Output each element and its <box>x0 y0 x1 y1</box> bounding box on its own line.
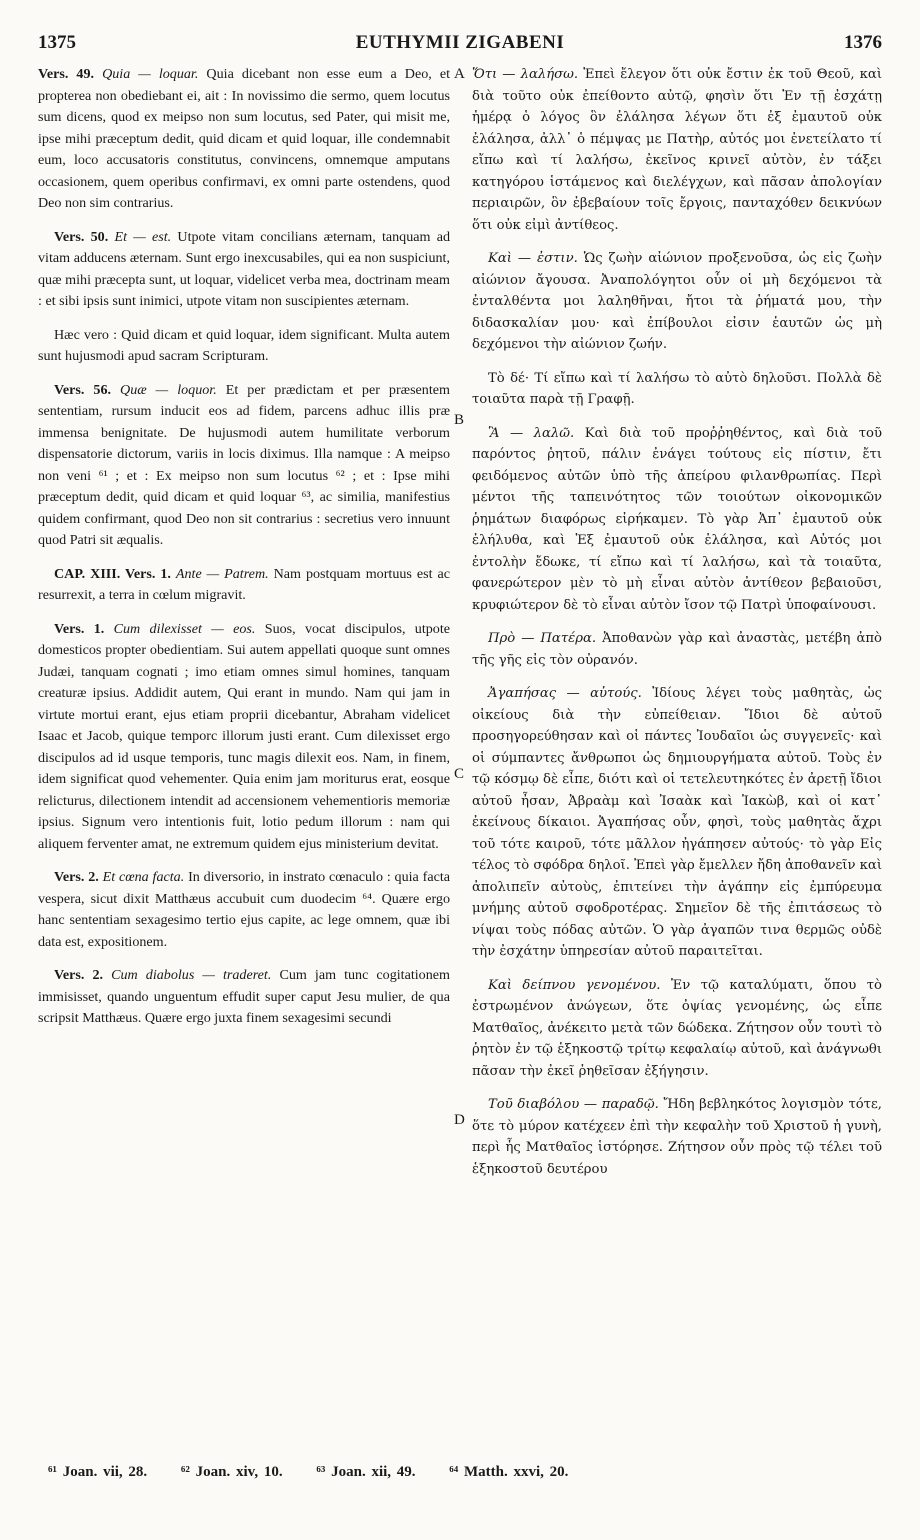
lemma: Ante — Patrem. <box>175 565 269 582</box>
latin-paragraph <box>38 380 450 552</box>
latin-paragraph <box>38 227 450 313</box>
paragraph-text: Utpote vitam concilians æternam, tanquam ad vitam adducens æternam. Sunt ergo inexcusabiles, qui ea non suspiciunt, quæ mihi præcepta sunt, ut loquar, videlicet verba mea, doctrinam meam : et sibi ipsis sunt inimici, utpote vitam non suscipientes æternam. <box>38 228 450 309</box>
lemma: Ἃ — λαλῶ. <box>488 425 575 441</box>
greek-paragraph <box>472 248 882 356</box>
paragraph-text: Quia dicebant non esse eum a Deo, et propterea non obediebant ei, ait : In novissimo die sermo, quem locutus sum dicens, quod ex meipso non sum locutus, sed Pater, qui misit me, ipse mihi præceptum dedit, quid dicam et quid loquar, ille condemnabit eum, loco accusatoris constitutus, convincens, omnemque amputans occasionem, quem operibus confirmavi, ex omni parte ostendens, quod Deo non sim contrarius. <box>38 66 451 211</box>
margin-marker-c: C <box>454 766 465 782</box>
verse-ref: Vers. 49. <box>38 66 95 82</box>
lemma: Quia — loquar. <box>102 66 199 82</box>
page-number-right: 1376 <box>844 32 882 53</box>
lemma: Πρὸ — Πατέρα. <box>488 631 597 646</box>
latin-paragraph <box>38 325 450 368</box>
greek-paragraph <box>472 64 882 236</box>
greek-paragraph <box>472 423 882 617</box>
footnote: ⁶³ Joan. xii, 49. <box>316 1464 416 1480</box>
lemma: Cum dilexisset — eos. <box>113 620 256 637</box>
footnote: ⁶¹ Joan. vii, 28. <box>48 1464 148 1480</box>
footnote: ⁶⁴ Matth. xxvi, 20. <box>449 1464 569 1480</box>
paragraph-text: Ἰδίους λέγει τοὺς μαθητὰς, ὡς οἰκείους διὰ τὴν εὐπείθειαν. Ἴδιοι δὲ αὐτοῦ προσηγορεύθησαν καὶ οἱ πάντες Ἰουδαῖοι ὡς συγγενεῖς· καὶ οἱ σύμπαντες ἄνθρωποι ὡς δημιουργήματα αὐτοῦ. Τοὺς ἐν τῷ κόσμῳ δὲ εἶπε, διότι καὶ οἱ τετελευτηκότες ἐν ἀρετῇ ἴδιοι αὐτοῦ ἦσαν, Ἀβραὰμ καὶ Ἰσαὰκ καὶ Ἰακὼβ, καὶ οἱ κατ᾽ ἐκείνους δίκαιοι. Ἀγαπήσας οὖν, φησὶ, τοὺς μαθητὰς ἄχρι τοῦ τότε καιροῦ, τότε μᾶλλον ἠγάπησεν αὐτούς· τὸ γὰρ Εἰς τέλος τὸ σφόδρα δηλοῖ. Ἐπεὶ γὰρ ἔμελλεν ἤδη ἀποθανεῖν καὶ ἀπολιπεῖν αὐτοὺς, ἐπιτείνει τὴν ἀγάπην εἰς ἐμπύρευμα μνήμης αὐτοῦ σφοδροτέρας. Σημεῖον δὲ τῆς ἐπιτάσεως τὸ νίψαι τοὺς πόδας αὐτῶν. Ὁ γὰρ ἀγαπῶν τινα θερμῶς οὐδὲ τὴν ἐσχάτην ὑπηρεσίαν αὐτοῦ παραιτεῖται. <box>472 686 883 959</box>
lemma: Quæ — loquor. <box>120 381 217 398</box>
verse-ref: Vers. 50. <box>54 228 109 245</box>
latin-paragraph <box>38 965 450 1030</box>
margin-marker-b: B <box>454 412 465 428</box>
latin-paragraph <box>38 867 450 953</box>
verse-ref: Vers. 2. <box>54 967 104 983</box>
verse-ref: CAP. XIII. Vers. 1. <box>54 565 171 582</box>
paragraph-text: In diversorio, in instrato cœnaculo : quia facta vespera, sicut dixit Matthæus accubuit cum duodecim ⁶⁴. Quære ergo hanc sententiam sexagesimo tertio ejus capite, ac lege omnem, quæ ibi data est, expositionem. <box>38 869 451 950</box>
paragraph-text: Καὶ διὰ τοῦ προῤῥηθέντος, καὶ διὰ τοῦ παρόντος ῥητοῦ, πάλιν ἐνάγει τούτους εἰς πίστιν, ἔτι φειδόμενος αὐτῶν ὑπὸ τῆς ἀπείρου φιλανθρωπίας. Περὶ μέντοι τῆς ταπεινότητος τῶν τοιούτων οἰκονομικῶν ῥημάτων διαφόρως εἰρήκαμεν. Τὸ γὰρ Ἀπ᾽ ἐμαυτοῦ οὐκ ἐλήλυθα, καὶ Ἐξ ἐμαυτοῦ οὐκ ἐλάλησα, καὶ Αὐτός μοι ἐντολὴν ἔδωκε, τί εἴπω καὶ τί λαλήσω, καὶ τὰ τοιαῦτα, φανερώτερον μὲν τὸ μὴ εἶναι αὐτὸν ἀντίθεον βεβαιοῦσι, κρυφιώτερον δὲ τὸ εἶναι αὐτὸν ἴσον τῷ Πατρὶ ὑποφαίνουσι. <box>472 425 882 613</box>
latin-paragraph <box>38 64 450 215</box>
greek-paragraph <box>472 975 882 1083</box>
greek-paragraph <box>472 368 882 411</box>
lemma: Et — est. <box>114 228 172 245</box>
latin-column <box>38 64 450 1459</box>
footnotes <box>48 1464 882 1481</box>
footnote: ⁶² Joan. xiv, 10. <box>180 1464 283 1480</box>
lemma: Ὅτι — λαλήσω. <box>472 67 579 82</box>
paragraph-text: Cum jam tunc cogitationem immisisset, quando unguentum effudit super caput Jesu mulier, de qua scripsit Matthæus. Quære ergo juxta finem sexagesimi secundi <box>38 967 450 1026</box>
paragraph-text: Hæc vero : Quid dicam et quid loquar, idem significant. Multa autem sunt hujusmodi apud sacram Scripturam. <box>38 326 450 364</box>
greek-paragraph <box>472 628 882 671</box>
paragraph-text: Τὸ δέ· Τί εἴπω καὶ τί λαλήσω τὸ αὐτὸ δηλοῦσι. Πολλὰ δὲ τοιαῦτα παρὰ τῇ Γραφῇ. <box>472 370 882 407</box>
lemma: Καὶ δείπνου γενομένου. <box>488 977 661 993</box>
paragraph-text: Ἐπεὶ ἔλεγον ὅτι οὐκ ἔστιν ἐκ τοῦ Θεοῦ, καὶ διὰ τοῦτο οὐκ ἐπείθοντο αὐτῷ, φησὶν ὅτι Ἐν τῇ ἐσχάτῃ ἡμέρᾳ ὁ λόγος ὃν ἐλάλησα λέγων ὅτι ἐξ ἐμαυτοῦ οὐκ ἐλάλησα, ἀλλ᾽ ὁ πέμψας με Πατὴρ, αὐτός μοι ἐνετείλατο τί εἴπω καὶ τί λαλήσω, ἐκεῖνος κρινεῖ αὐτὸν, ἐν τάξει κατηγόρου ἱστάμενος καὶ διελέγχων, καὶ πᾶσαν ἀπολογίαν περιαιρῶν, ὃν ἐβεβαίουν τοῖς ἔργοις, πανταχόθεν δεικνύων ὅτι οὐκ εἰμὶ ἀντίθεος. <box>472 67 882 233</box>
verse-ref: Vers. 1. <box>54 620 105 637</box>
page-number-left: 1375 <box>38 32 76 53</box>
running-title: EUTHYMII ZIGABENI <box>355 32 565 53</box>
paragraph-text: Et per prædictam et per præsentem sententiam, rursum inducit eos ad fidem, parcens adhuc illis præ immensa benignitate. De hujusmodi autem humilitate verborum dispensatorie dictorum, variis in locis diximus. Illa namque : A meipso non veni ⁶¹ ; et : Ex meipso non sum locutus ⁶² ; et : Ipse mihi præceptum dedit, quid dicam et quid loquar ⁶³, ac similia, manifestius quidem confirmant, quod Deo non sit contrarius : secretius vero innuunt quod Patri sit æqualis. <box>38 381 450 548</box>
greek-paragraph <box>472 683 882 963</box>
paragraph-text: Ἤδη βεβληκότος λογισμὸν τότε, ὅτε τὸ μύρον κατέχεεν ἐπὶ τὴν κεφαλὴν τοῦ Χριστοῦ ἡ γυνὴ, περὶ ἧς Ματθαῖος ἱστόρησε. Ζήτησον οὖν πρὸς τῷ τέλει τοῦ ἑξηκοστοῦ δευτέρου <box>472 1097 882 1177</box>
latin-paragraph <box>38 619 450 856</box>
lemma: Τοῦ διαβόλου — παραδῷ. <box>488 1097 659 1112</box>
paragraph-text: Ἀποθανὼν γὰρ καὶ ἀναστὰς, μετέβη ἀπὸ τῆς γῆς εἰς τὸν οὐρανόν. <box>472 631 882 668</box>
margin-marker-a: A <box>454 66 465 82</box>
lemma: Καὶ — ἐστιν. <box>488 251 578 266</box>
running-header <box>38 32 882 60</box>
latin-paragraph <box>38 564 450 607</box>
paragraph-text: Nam postquam mortuus est ac resurrexit, a terra in cœlum migravit. <box>38 565 450 603</box>
paragraph-text: Suos, vocat discipulos, utpote domesticos propter obedientiam. Sui autem appellati quoque sunt omnes Judæi, tanquam cognati ; imo etiam omnes simul homines, tanquam creaturæ ipsius. Addidit autem, Qui erant in mundo. Nam qui jam in virtute mortui erant, ejus etiam proprii dicebantur, Abraham videlicet Isaac et Jacob, quique temporc illorum justi erant. Cum dilexisset ergo discipulos ad id usque temporis, tunc magis dilexit eos. Nam, in finem, idem significat quod vehementer. Quia enim jam moriturus erat, eosque relicturus, dilectionem intendit ad accensionem vehementioris memoriæ ipsius. Signum vero intentionis fuit, lotio pedum illorum : nam qui aliquem ferventer amat, ne extremum quidem ejus ministerium devitat. <box>38 620 451 852</box>
paragraph-text: Ὡς ζωὴν αἰώνιον προξενοῦσα, ὡς εἰς ζωὴν αἰώνιον ἄγουσα. Ἀναπολόγητοι οὖν οἱ μὴ δεχόμενοι τὰ ἐνταλθέντα μοι λαληθῆναι, ἤτοι τὰ ῥήματά μου, τὴν διδασκαλίαν μου· καὶ ἐπίβουλοι εἰσιν ἑαυτῶν ὡς μὴ δεχόμενοι τὴν αἰώνιον ζωήν. <box>472 251 882 352</box>
verse-ref: Vers. 56. <box>54 381 112 398</box>
margin-marker-d: D <box>454 1112 465 1128</box>
lemma: Cum diabolus — traderet. <box>111 967 272 983</box>
verse-ref: Vers. 2. <box>54 869 99 885</box>
greek-column <box>472 64 882 1459</box>
lemma: Ἀγαπήσας — αὐτούς. <box>488 686 642 701</box>
greek-paragraph <box>472 1094 882 1180</box>
paragraph-text: Ἐν τῷ καταλύματι, ὅπου τὸ ἐστρωμένον ἀνώγεων, ὅτε ὀψίας γενομένης, ὡς εἶπε Ματθαῖος, ἀνέκειτο μετὰ τῶν δώδεκα. Ζήτησον οὖν τουτὶ τὸ ῥητὸν ἐν τῷ ἑξηκοστῷ τρίτῳ κεφαλαίῳ αὐτοῦ, καὶ ἀνάγνωθι πᾶσαν τὴν ἐκεῖ ῥηθεῖσαν ἐξήγησιν. <box>472 977 882 1079</box>
lemma: Et cœna facta. <box>102 869 185 885</box>
